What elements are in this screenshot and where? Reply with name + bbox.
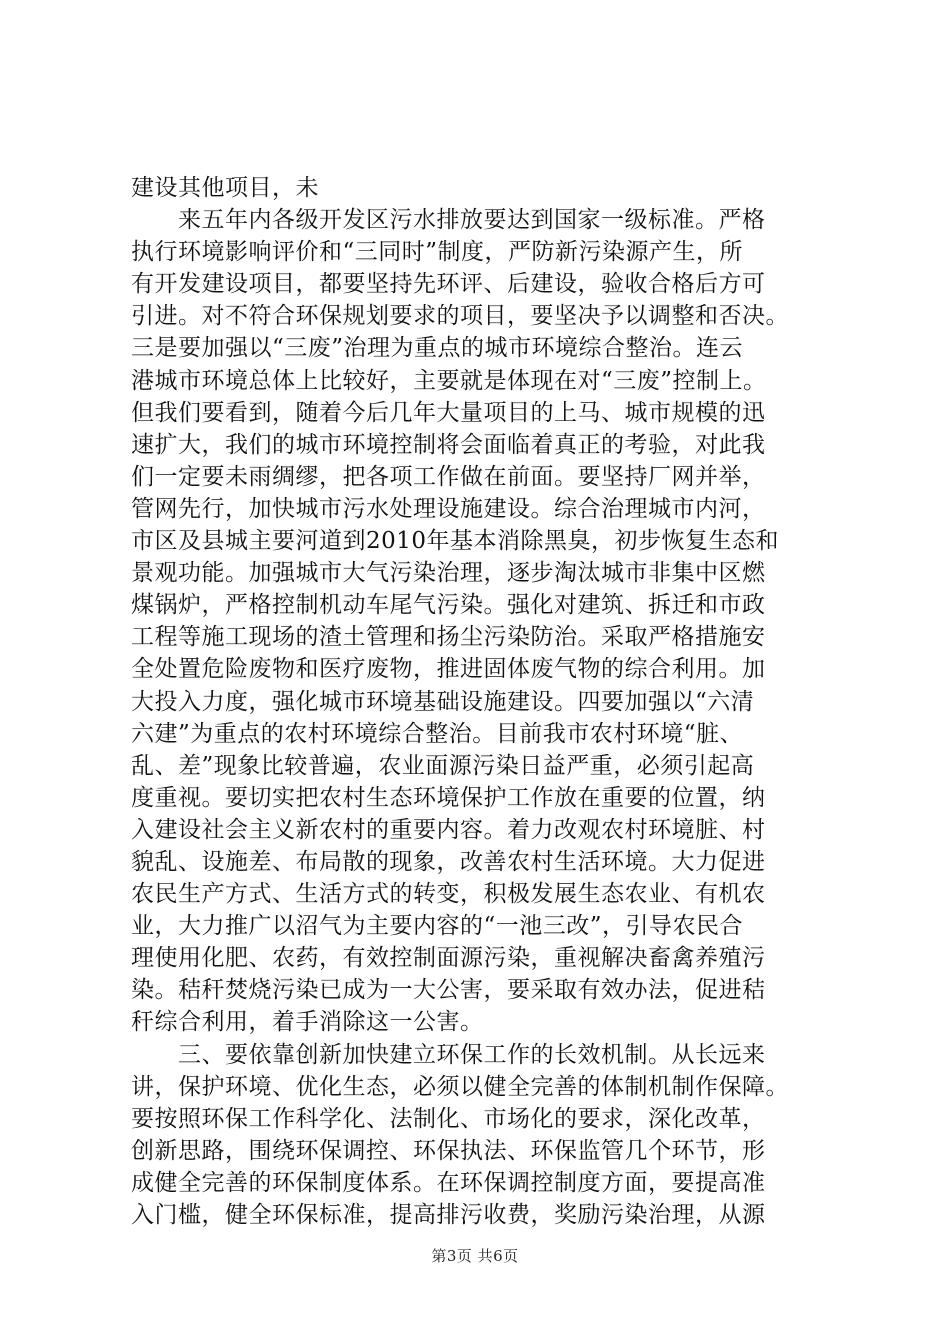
text-line: 入门槛，健全环保标准，提高排污收费，奖励污染治理，从源 [131,1202,766,1228]
text-line: 们一定要未雨绸缪，把各项工作做在前面。要坚持厂网并举， [131,463,766,490]
text-line: 来五年内各级开发区污水排放要达到国家一级标准。严格 [131,207,766,234]
text-line: 港城市环境总体上比较好，主要就是体现在对“三废”控制上。 [131,367,767,394]
text-line: 业，大力推广以沼气为主要内容的“一池三改”，引导农民合 [131,913,744,940]
text-line: 入建设社会主义新农村的重要内容。着力改观农村环境脏、村 [131,816,766,843]
text-line: 成健全完善的环保制度体系。在环保调控制度方面，要提高准 [131,1169,766,1196]
text-line: 创新思路，围绕环保调控、环保执法、环保监管几个环节，形 [131,1137,766,1164]
text-line: 度重视。要切实把农村生态环境保护工作放在重要的位置，纳 [131,784,766,811]
text-line: 农民生产方式、生活方式的转变，积极发展生态农业、有机农 [131,881,766,908]
page-footer: 第3页 共6页 [431,1247,519,1265]
text-line: 景观功能。加强城市大气污染治理，逐步淘汰城市非集中区燃 [131,560,766,587]
text-line: 讲，保护环境、优化生态，必须以健全完善的体制机制作保障。 [131,1073,789,1100]
text-line: 建设其他项目，未 [131,175,319,201]
text-line: 引进。对不符合环保规划要求的项目，要坚决予以调整和否决。 [131,303,789,330]
text-line: 貌乱、设施差、布局散的现象，改善农村生活环境。大力促进 [131,848,766,875]
text-line: 大投入力度，强化城市环境基础设施建设。四要加强以“六清 [131,688,755,715]
body-text [131,172,831,1231]
text-line: 市区及县城主要河道到2010年基本消除黑臭，初步恢复生态和 [131,528,780,555]
text-line: 速扩大，我们的城市环境控制将会面临着真正的考验，对此我 [131,431,766,458]
text-line: 六建”为重点的农村环境综合整治。目前我市农村环境“脏、 [131,720,744,747]
text-line: 三、要依靠创新加快建立环保工作的长效机制。从长远来 [131,1041,766,1068]
text-line: 执行环境影响评价和“三同时”制度，严防新污染源产生，所 [131,239,744,266]
text-line: 管网先行，加快城市污水处理设施建设。综合治理城市内河， [131,495,766,522]
text-line: 秆综合利用，着手消除这一公害。 [131,1009,484,1036]
text-line: 乱、差”现象比较普遍，农业面源污染日益严重，必须引起高 [131,752,755,779]
text-line: 理使用化肥、农药，有效控制面源污染，重视解决畜禽养殖污 [131,945,766,972]
text-line: 但我们要看到，随着今后几年大量项目的上马、城市规模的迅 [131,399,766,426]
text-line: 工程等施工现场的渣土管理和扬尘污染防治。采取严格措施安 [131,624,766,651]
text-line: 要按照环保工作科学化、法制化、市场化的要求，深化改革， [131,1105,766,1132]
text-line: 染。秸秆焚烧污染已成为一大公害，要采取有效办法，促进秸 [131,977,766,1004]
text-line: 全处置危险废物和医疗废物，推进固体废气物的综合利用。加 [131,656,766,683]
text-line: 三是要加强以“三废”治理为重点的城市环境综合整治。连云 [131,335,744,362]
text-line: 煤锅炉，严格控制机动车尾气污染。强化对建筑、拆迁和市政 [131,592,766,619]
text-line: 有开发建设项目，都要坚持先环评、后建设，验收合格后方可 [131,271,766,298]
